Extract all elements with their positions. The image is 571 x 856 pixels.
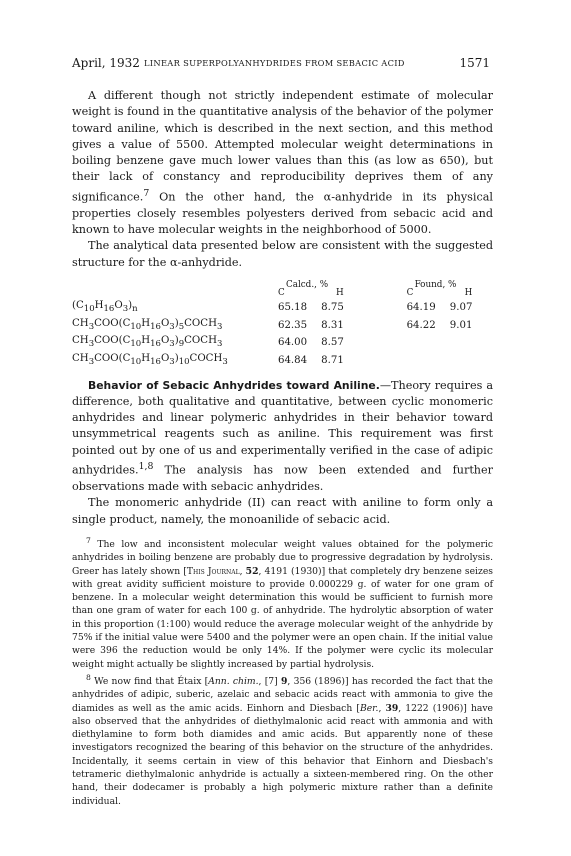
found-label: Found, % <box>414 280 457 290</box>
found-c-value: 64.22 <box>406 319 436 331</box>
footnote-8: $^8$ We now find that Étaix [Ann. chim., [7] 9, 356 (1896)] has recorded the fact that the anhydrides of adipic, suberic, azelaic and sebacic acids react with ammonia to give the diamides as well as the amic acids. Einhorn and Diesbach [Ber., 39, 1222 (1906)] have also observed that the anhydrides of diethylmalonic acid react with ammonia and with diethylamine to form both diamides and amic acids. But apparently none of these investigators recognized the bearing of this behavior on the structure of the anhydrides. Incidentally, it seems certain in view of this behavior that Einhorn and Diesbach's tetrameric diethylmalonic anhydride is actually a sixteen-membered ring. On the other hand, their dodecamer is probably a high polymeric mixture rather than a definite individual. <box>72 672 493 807</box>
found-h-label: H <box>464 288 473 298</box>
formula-cell: $(C_{10}H_{16}O_3)_n$ <box>72 300 138 315</box>
analysis-table-header <box>72 279 493 299</box>
journal-name: This Journal <box>186 565 240 577</box>
found-c-value: 64.19 <box>406 302 436 314</box>
header-date: April, 1932 <box>72 56 140 70</box>
page-body <box>72 88 493 808</box>
footnotes <box>72 534 493 808</box>
calcd-h-label: H <box>335 288 344 298</box>
found-c-value <box>407 352 450 370</box>
found-c-label: C <box>406 288 414 298</box>
paragraph-molecular-weight: A different though not strictly independent estimate of molecular weight is found in the quantitative analysis of the behavior of the polymer toward aniline, which is described in the next section, and this method gives a value of 5500. Attempted molecular weight determinations in boiling benzene gave much lower values than this (as low as 650), but their lack of constancy and reproducibility deprives them of any significance.$^7$ On the other hand, the α-anhydride in its physical properties closely resembles polyesters derived from sebacic acid and known to have molecular weights in the neighborhood of 5000. <box>72 89 493 237</box>
page-number: 1571 <box>459 56 490 70</box>
table-row <box>72 334 493 352</box>
table-row <box>72 352 493 370</box>
calcd-c-label: C <box>277 288 285 298</box>
page-header <box>72 56 490 74</box>
formula-cell: $CH_3COO(C_{10}H_{16}O_3)_5COCH_3$ <box>72 317 223 332</box>
found-column-group <box>407 279 493 299</box>
footnote-ref-7[interactable]: 7 <box>143 187 150 199</box>
formula-cell: $CH_3COO(C_{10}H_{16}O_3)_9COCH_3$ <box>72 335 223 350</box>
calcd-h-value: 8.31 <box>321 319 344 331</box>
table-row <box>72 317 493 335</box>
paragraph-aniline-section: Behavior of Sebacic Anhydrides toward Aniline.—Theory requires a difference, both qualitative and quantitative, between cyclic monomeric anhydrides and linear polymeric anhydrides in their behavior toward unsymmetrical reagents such as aniline. This requirement was first pointed out by one of us and experimentally verified in the case of adipic anhydrides.$^{1,8}$ The analysis has now been extended and further observations made with sebacic anhydrides. <box>72 378 493 494</box>
running-title: LINEAR SUPERPOLYANHYDRIDES FROM SEBACIC ACID <box>144 58 405 68</box>
paragraph-analytical-data: The analytical data presented below are consistent with the suggested structure for the α-anhydride. <box>72 239 493 269</box>
analysis-table <box>72 279 493 370</box>
calcd-h-value: 8.57 <box>321 337 344 349</box>
calcd-c-value: 62.35 <box>277 319 308 331</box>
found-h-value <box>450 352 493 370</box>
section-heading: Behavior of Sebacic Anhydrides toward Aniline. <box>88 378 380 392</box>
footnote-mark-7: 7 <box>86 535 91 545</box>
calcd-h-value: 8.71 <box>321 354 344 366</box>
footnote-ref-1-8[interactable]: 1,8 <box>138 460 154 472</box>
footnote-7: $^7$ The low and inconsistent molecular weight values obtained for the polymeric anhydrides in boiling benzene are probably due to progressive degradation by hydrolysis. Greer has lately shown [This Journal, 52, 4191 (1930)] that completely dry benzene seizes with great avidity sufficient moisture to provide 0.000229 g. of water for one gram of benzene. In a molecular weight determination this would be sufficient to furnish more than one gram of water for each 100 g. of anhydride. The hydrolytic absorption of water in this proportion (1:100) would reduce the average molecular weight of the anhydride by 75% if the initial value were 5400 and the polymer were an open chain. If the initial value were 396 the reduction would be only 14%. If the polymer were cyclic its molecular weight might actually be slightly increased by partial hydrolysis. <box>72 535 493 670</box>
found-h-value: 9.07 <box>449 302 473 314</box>
calcd-c-value: 64.00 <box>277 337 308 349</box>
calcd-column-group <box>278 279 364 299</box>
formula-cell: $CH_3COO(C_{10}H_{16}O_3)_{10}COCH_3$ <box>72 352 228 367</box>
found-c-value <box>407 334 450 352</box>
found-h-value <box>450 334 493 352</box>
calcd-label: Calcd., % <box>285 280 329 290</box>
found-h-value: 9.01 <box>449 319 473 331</box>
calcd-c-value: 65.18 <box>277 302 308 314</box>
table-row <box>72 299 493 317</box>
paragraph-monomeric-anhydride: The monomeric anhydride (II) can react with aniline to form only a single product, namely, the monoanilide of sebacic acid. <box>72 496 493 526</box>
calcd-c-value: 64.84 <box>277 354 308 366</box>
calcd-h-value: 8.75 <box>321 302 344 314</box>
footnote-mark-8: 8 <box>86 672 91 682</box>
